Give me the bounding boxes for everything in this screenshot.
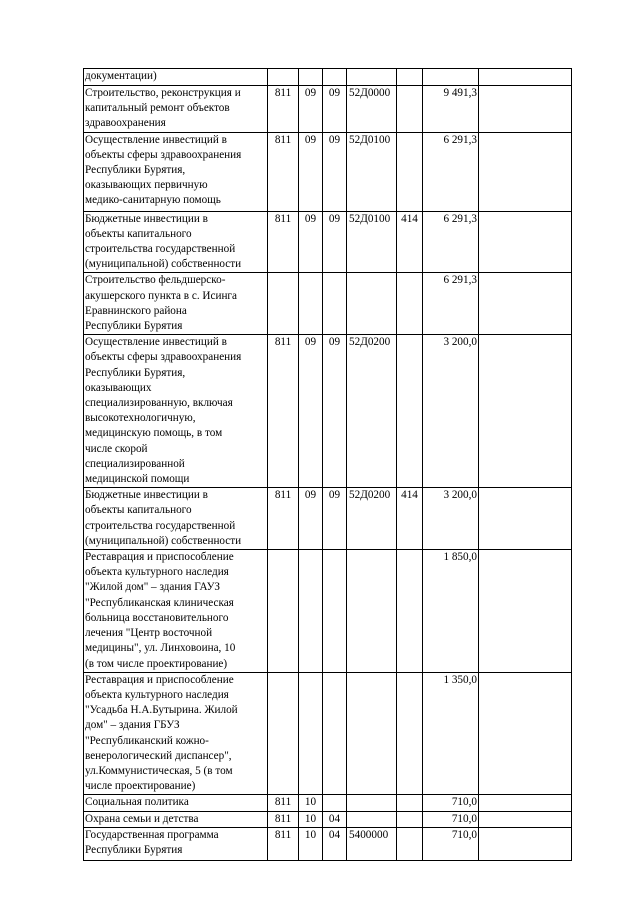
ministry-code: 811	[268, 827, 299, 860]
amount: 3 200,0	[423, 488, 479, 550]
ministry-code: 811	[268, 335, 299, 488]
row-name: Строительство, реконструкция и капитальный ремонт объектов здравоохранения	[84, 86, 268, 133]
target-code: 52Д0100	[347, 132, 397, 211]
expense-code	[397, 827, 423, 860]
table-row	[84, 811, 572, 827]
amount: 6 291,3	[423, 132, 479, 211]
amount: 9 491,3	[423, 86, 479, 133]
note	[479, 69, 572, 86]
ministry-code	[268, 550, 299, 673]
subsection-code: 09	[323, 335, 347, 488]
amount: 1 350,0	[423, 672, 479, 795]
section-code	[299, 273, 323, 335]
table-row	[84, 335, 572, 488]
note	[479, 132, 572, 211]
section-code	[299, 69, 323, 86]
subsection-code	[323, 795, 347, 811]
section-code: 09	[299, 488, 323, 550]
expense-code	[397, 69, 423, 86]
expense-code	[397, 86, 423, 133]
amount: 710,0	[423, 795, 479, 811]
expense-code	[397, 132, 423, 211]
subsection-code	[323, 69, 347, 86]
ministry-code	[268, 672, 299, 795]
subsection-code	[323, 550, 347, 673]
ministry-code: 811	[268, 811, 299, 827]
row-name: Бюджетные инвестиции в объекты капитального строительства государственной (муниципальной) собственности	[84, 211, 268, 273]
table-row	[84, 211, 572, 273]
subsection-code: 09	[323, 132, 347, 211]
table-row	[84, 69, 572, 86]
subsection-code: 09	[323, 211, 347, 273]
subsection-code	[323, 273, 347, 335]
ministry-code	[268, 273, 299, 335]
amount	[423, 69, 479, 86]
section-code: 09	[299, 132, 323, 211]
row-name: Реставрация и приспособление объекта культурного наследия "Усадьба Н.А.Бутырина. Жилой дом" – здания ГБУЗ "Республиканский кожно- венерологический диспансер", ул.Коммунистическая, 5 (в том числе проектирование)	[84, 672, 268, 795]
target-code: 52Д0000	[347, 86, 397, 133]
row-name: Реставрация и приспособление объекта культурного наследия "Жилой дом" – здания ГАУЗ "Республиканская клиническая больница восстановительного лечения "Центр восточной медицины", ул. Линховоина, 10 (в том числе проектирование)	[84, 550, 268, 673]
expense-code: 414	[397, 211, 423, 273]
row-name: Охрана семьи и детства	[84, 811, 268, 827]
target-code: 52Д0200	[347, 335, 397, 488]
subsection-code	[323, 672, 347, 795]
ministry-code: 811	[268, 795, 299, 811]
target-code	[347, 672, 397, 795]
subsection-code: 04	[323, 811, 347, 827]
target-code	[347, 69, 397, 86]
table-row	[84, 86, 572, 133]
target-code	[347, 811, 397, 827]
amount: 3 200,0	[423, 335, 479, 488]
ministry-code: 811	[268, 211, 299, 273]
ministry-code: 811	[268, 132, 299, 211]
row-name: Осуществление инвестиций в объекты сферы здравоохранения Республики Бурятия, оказывающих специализированную, включая высокотехнологичную, медицинскую помощь, в том числе скорой специализированной медицинской помощи	[84, 335, 268, 488]
note	[479, 827, 572, 860]
note	[479, 672, 572, 795]
amount: 6 291,3	[423, 273, 479, 335]
section-code: 09	[299, 86, 323, 133]
expense-code	[397, 335, 423, 488]
section-code	[299, 672, 323, 795]
expense-code	[397, 811, 423, 827]
amount: 1 850,0	[423, 550, 479, 673]
note	[479, 488, 572, 550]
row-name: Бюджетные инвестиции в объекты капитального строительства государственной (муниципальной) собственности	[84, 488, 268, 550]
row-name: Государственная программа Республики Бурятия	[84, 827, 268, 860]
table-row	[84, 827, 572, 860]
expense-code: 414	[397, 488, 423, 550]
amount: 6 291,3	[423, 211, 479, 273]
section-code: 10	[299, 827, 323, 860]
subsection-code: 04	[323, 827, 347, 860]
target-code: 52Д0200	[347, 488, 397, 550]
section-code: 09	[299, 335, 323, 488]
note	[479, 86, 572, 133]
section-code	[299, 550, 323, 673]
table-row	[84, 672, 572, 795]
expense-code	[397, 550, 423, 673]
table-row	[84, 273, 572, 335]
amount: 710,0	[423, 827, 479, 860]
ministry-code: 811	[268, 488, 299, 550]
target-code	[347, 795, 397, 811]
table-row	[84, 795, 572, 811]
expense-code	[397, 795, 423, 811]
target-code: 5400000	[347, 827, 397, 860]
note	[479, 811, 572, 827]
table-row	[84, 132, 572, 211]
row-name: Социальная политика	[84, 795, 268, 811]
note	[479, 211, 572, 273]
budget-table	[83, 68, 572, 861]
note	[479, 795, 572, 811]
table-row	[84, 550, 572, 673]
row-name: Осуществление инвестиций в объекты сферы здравоохранения Республики Бурятия, оказывающих первичную медико-санитарную помощь	[84, 132, 268, 211]
subsection-code: 09	[323, 488, 347, 550]
ministry-code: 811	[268, 86, 299, 133]
note	[479, 550, 572, 673]
subsection-code: 09	[323, 86, 347, 133]
row-name: Строительство фельдшерско- акушерского пункта в с. Исинга Еравнинского района Республики Бурятия	[84, 273, 268, 335]
amount: 710,0	[423, 811, 479, 827]
target-code	[347, 550, 397, 673]
table-row	[84, 488, 572, 550]
section-code: 10	[299, 795, 323, 811]
note	[479, 335, 572, 488]
section-code: 10	[299, 811, 323, 827]
expense-code	[397, 273, 423, 335]
note	[479, 273, 572, 335]
row-name: документации)	[84, 69, 268, 86]
expense-code	[397, 672, 423, 795]
ministry-code	[268, 69, 299, 86]
target-code: 52Д0100	[347, 211, 397, 273]
section-code: 09	[299, 211, 323, 273]
target-code	[347, 273, 397, 335]
